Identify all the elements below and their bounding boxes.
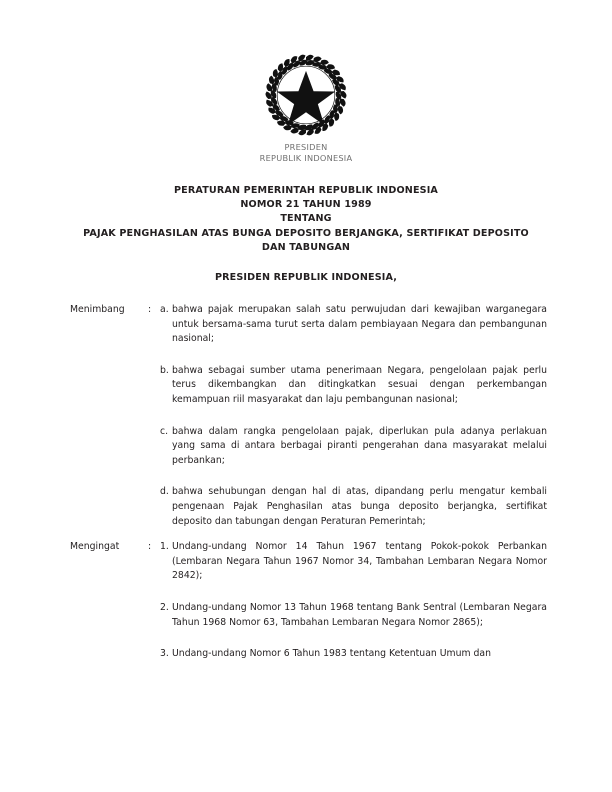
item-marker: 2. [160,601,169,613]
section-menimbang [0,303,612,529]
clause-row [0,303,612,347]
section-label-mengingat: Mengingat [70,541,120,553]
item-text: bahwa sehubungan dengan hal di atas, dipandang perlu mengatur kembali pengenaan Pajak Penghasilan atas bunga deposito berjangka, sertifikat deposito dan tabungan dengan Peraturan Pemerintah; [172,486,547,527]
title-line-subject-2: DAN TABUNGAN [261,241,351,253]
garuda-star-wreath-icon [263,52,349,138]
section-colon: : [148,541,152,553]
title-line-number: NOMOR 21 TAHUN 1989 [240,199,372,211]
clauses-container [0,303,612,662]
item-text: Undang-undang Nomor 13 Tahun 1968 tentang Bank Sentral (Lembaran Negara Tahun 1968 Nomor 63, Tambahan Lembaran Negara Nomor 2865); [172,601,547,628]
emblem-caption [0,142,612,163]
title-line-subject-1: PAJAK PENGHASILAN ATAS BUNGA DEPOSITO BERJANGKA, SERTIFIKAT DEPOSITO [83,227,529,239]
emblem-caption-line-1: PRESIDEN [284,142,328,152]
presidential-emblem-block [0,52,612,163]
emblem-caption-line-2: REPUBLIK INDONESIA [259,152,353,163]
document-title-block [26,184,586,255]
clause-row [0,647,612,662]
item-text: Undang-undang Nomor 14 Tahun 1967 tentang Pokok-pokok Perbankan (Lembaran Negara Tahun 1967 Nomor 34, Tambahan Lembaran Negara Nomor 2842); [172,541,547,582]
section-label-menimbang: Menimbang [70,304,125,315]
clause-row [0,364,612,408]
clause-row [0,540,612,584]
item-text: bahwa dalam rangka pengelolaan pajak, diperlukan pula adanya perlakuan yang sama di antara berbagai piranti pengerahan dana masyarakat melalui perbankan; [172,425,547,466]
title-line-regulation-type: PERATURAN PEMERINTAH REPUBLIK INDONESIA [173,185,439,196]
item-text: Undang-undang Nomor 6 Tahun 1983 tentang Ketentuan Umum dan [172,648,491,660]
item-marker: c. [160,425,169,437]
section-mengingat [0,540,612,662]
title-line-about: TENTANG [280,213,332,225]
section-colon: : [148,304,152,315]
clause-row [0,485,612,529]
item-marker: d. [160,486,169,498]
item-text: bahwa sebagai sumber utama penerimaan Negara, pengelolaan pajak perlu terus dikembangkan dan ditingkatkan sesuai dengan perkembangan kemampuan riil masyarakat dan laju pembangunan nasional; [172,364,547,405]
clause-row [0,601,612,630]
item-marker: a. [160,304,169,315]
president-subheading: PRESIDEN REPUBLIK INDONESIA, [214,272,398,283]
clause-row [0,425,612,469]
item-marker: 1. [160,541,169,553]
item-marker: 3. [160,648,169,660]
item-marker: b. [160,364,169,376]
item-text: bahwa pajak merupakan salah satu perwujudan dari kewajiban warganegara untuk bersama-sama turut serta dalam pembiayaan Negara dan pembangunan nasional; [172,304,547,345]
